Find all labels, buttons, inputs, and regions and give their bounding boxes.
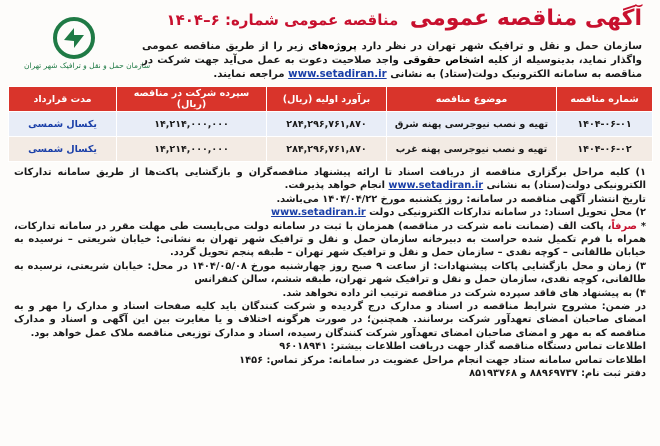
clause-3: ۳) زمان و محل بازگشایی پاکات پیشنهادات: از ساعت ۹ صبح روز چهارشنبه مورخ ۱۴۰۴/۰۵/۰۸ در محل: خیابان شریعتی، نرسیده به طالقانی، کوچه نقدی، سازمان حمل و نقل و ترافیک شهر تهران، طبقه ششم، سالن کنفرانس xyxy=(14,260,646,286)
clause-envelope xyxy=(14,220,646,260)
logo-emblem-icon xyxy=(52,16,96,60)
table-row xyxy=(9,112,653,137)
cell-deposit: ۱۴,۲۱۴,۰۰۰,۰۰۰ xyxy=(117,137,267,162)
cell-duration: یکسال شمسی xyxy=(9,137,117,162)
table-header-row xyxy=(9,87,653,112)
organization-logo xyxy=(24,16,151,70)
col-duration: مدت قرارداد xyxy=(9,87,117,112)
intro-text-4: مراجعه نمایند. xyxy=(213,69,289,80)
clause-4: ۴) به پیشنهاد های فاقد سپرده شرکت در مناقصه ترتیب اثر داده نخواهد شد. xyxy=(282,287,646,299)
contact-organizer: اطلاعات تماس دستگاه مناقصه گذار جهت دریافت اطلاعات بیشتر: ۹۶۰۱۸۹۴۱ xyxy=(279,341,646,353)
clause-1-end: انجام خواهد پذیرفت. xyxy=(284,180,389,192)
tender-table xyxy=(8,86,653,162)
table-row xyxy=(9,137,653,162)
publish-date: تاریخ انتشار آگهی مناقصه در سامانه: روز یکشنبه مورخ ۱۴۰۴/۰۴/۲۲ می‌باشد. xyxy=(276,193,646,205)
intro-text-2: زیر را از طریق مناقصه عمومی واگذار نماید، بدینوسیله از کلیه xyxy=(142,41,643,66)
col-subject: موضوع مناقصه xyxy=(387,87,557,112)
contact-registration: دفتر ثبت نام: ۸۸۹۶۹۷۳۷ و ۸۵۱۹۳۷۶۸ xyxy=(469,368,646,380)
notice-title: آگهی مناقصه عمومی xyxy=(409,6,642,31)
intro-text-1: سازمان حمل و نقل و ترافیک شهر تهران در نظر دارد xyxy=(356,41,643,52)
cell-deposit: ۱۴,۲۱۴,۰۰۰,۰۰۰ xyxy=(117,112,267,137)
col-tender-number: شماره مناقصه xyxy=(557,87,653,112)
intro-projects: پروژه‌های xyxy=(308,41,357,52)
col-deposit: سپرده شرکت در مناقصه (ریال) xyxy=(117,87,267,112)
intro-text-3: واجد صلاحیت دعوت به عمل می‌آید جهت شرکت در مناقصه به سامانه الکترونیک دولت(ستاد) به نشانی xyxy=(142,55,642,80)
contact-setad: اطلاعات تماس سامانه ستاد جهت انجام مراحل عضویت در سامانه: مرکز تماس: ۱۴۵۶ xyxy=(239,354,646,366)
setad-link[interactable]: www.setadiran.ir xyxy=(288,69,387,80)
cell-subject: تهیه و نصب نیوجرسی پهنه شرق xyxy=(387,112,557,137)
setad-link[interactable]: www.setadiran.ir xyxy=(388,180,484,192)
clause-1-text: ۱) کلیه مراحل برگزاری مناقصه از دریافت اسناد تا ارائه پیشنهاد مناقصه‌گران و بازگشایی پاکت‌ها از طریق سامانه تدارکات الکترونیکی دولت(ستاد) به نشانی xyxy=(14,167,646,192)
intro-paragraph xyxy=(142,40,642,82)
cell-duration: یکسال شمسی xyxy=(9,112,117,137)
clause-envelope-text: ، پاکت الف (ضمانت نامه شرکت در مناقصه) همزمان با ثبت در سامانه دولت می‌بایست طی مهلت مقرر در سامانه تدارکات، همراه با فرم تکمیل شده حراست به دبیرخانه سازمان حمل و نقل و ترافیک شهر تهران به نشانی: خیابان شریعتی – نرسیده به خیابان طالقانی – کوچه نقدی – سازمان حمل و نقل و ترافیک شهر تهران – طبقه پنجم تحویل گردد. xyxy=(14,220,646,259)
page-title xyxy=(166,6,642,31)
clause-1 xyxy=(14,166,646,193)
clause-envelope-only: صرفاً xyxy=(611,220,638,232)
cell-tender-number: ۱۴۰۴-۰۶-۰۲ xyxy=(557,137,653,162)
logo-caption: سازمان حمل و نقل و ترافیک شهر تهران xyxy=(24,61,151,70)
notice-body xyxy=(8,162,652,381)
cell-estimate: ۲۸۴,۲۹۶,۷۶۱,۸۷۰ xyxy=(267,137,387,162)
setad-link[interactable]: www.setadiran.ir xyxy=(271,207,366,219)
intro-persons: اشخاص حقوقی xyxy=(403,55,484,66)
clause-2-text: ۲) محل تحویل اسناد: در سامانه تدارکات الکترونیکی دولت xyxy=(365,207,646,219)
col-estimate: برآورد اولیه (ریال) xyxy=(267,87,387,112)
tender-number-title: مناقصه عمومی شماره: ۶–۱۴۰۴ xyxy=(166,11,399,29)
clause-envelope-star: * xyxy=(637,220,646,232)
cell-estimate: ۲۸۴,۲۹۶,۷۶۱,۸۷۰ xyxy=(267,112,387,137)
notice-header xyxy=(8,6,652,84)
clause-note: در ضمن: مشروح شرایط مناقصه در اسناد و مدارک درج گردیده و شرکت کنندگان باید کلیه صفحات اسناد و مدارک را مهر و به امضای صاحبان امضای تعهدآور شرکت برسانند. همچنین؛ در صورت هرگونه اختلاف و یا مغایرت بین این آگهی و اسناد و مدارک مناقصه که به مهر و امضای صاحبان امضای تعهدآور شرکت کنندگان رسیده، اسناد و مدارک توزیعی مناقصه ملاک عمل خواهد بود. xyxy=(14,301,646,339)
cell-tender-number: ۱۴۰۴-۰۶-۰۱ xyxy=(557,112,653,137)
clause-2 xyxy=(14,206,646,219)
cell-subject: تهیه و نصب نیوجرسی پهنه غرب xyxy=(387,137,557,162)
